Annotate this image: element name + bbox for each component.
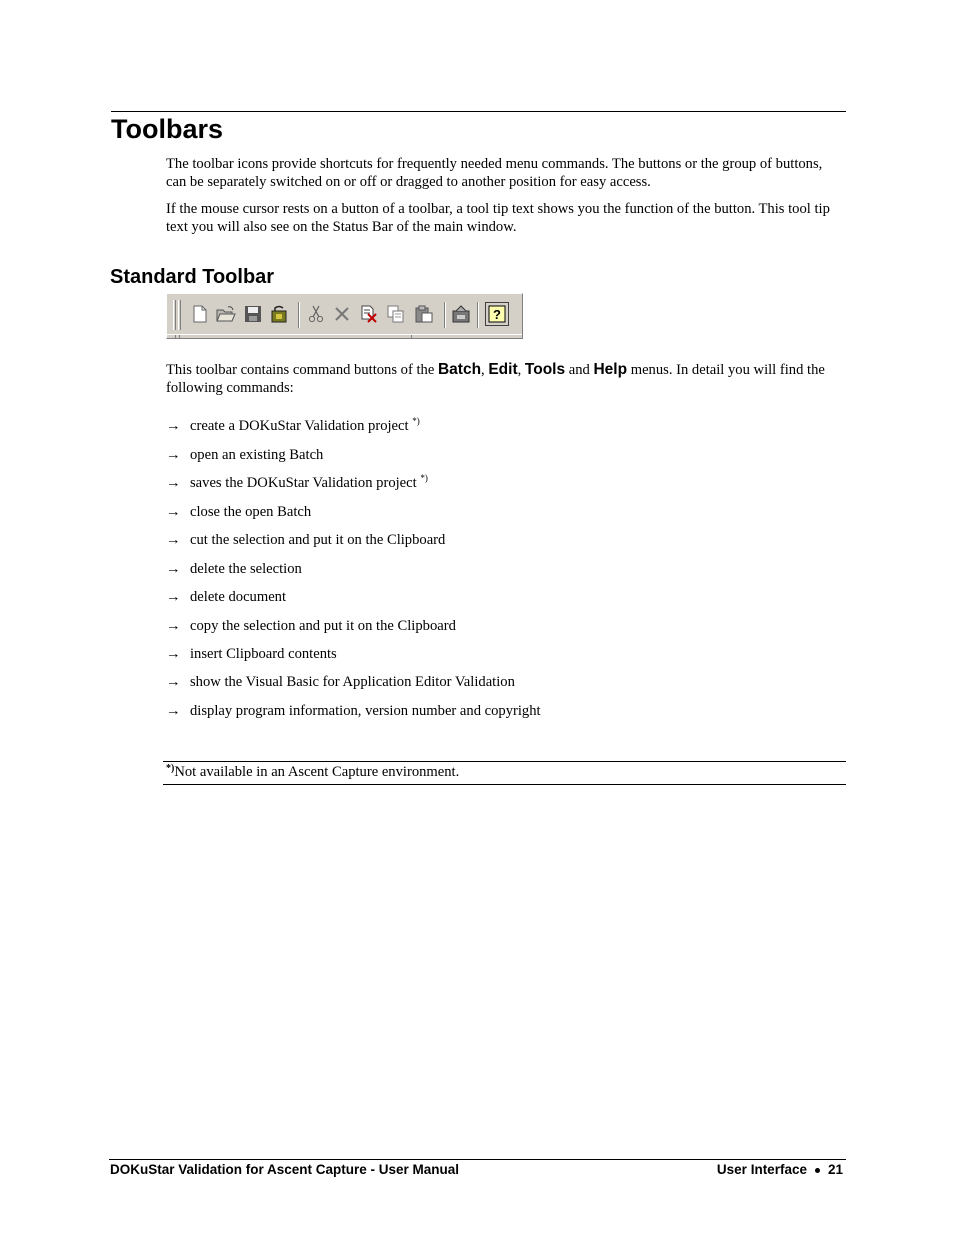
toolbar-grip bbox=[178, 300, 181, 330]
list-item: → saves the DOKuStar Validation project *) bbox=[166, 473, 428, 491]
arrow-icon: → bbox=[166, 532, 181, 548]
standard-toolbar bbox=[166, 293, 523, 339]
menu-ref-help: Help bbox=[593, 361, 628, 378]
list-item: → delete the selection bbox=[166, 561, 302, 577]
arrow-icon: → bbox=[166, 674, 181, 690]
page-number: 21 bbox=[827, 1162, 843, 1177]
footnote-bottom-rule bbox=[163, 784, 846, 785]
vba-editor-icon[interactable] bbox=[450, 303, 472, 325]
close-batch-icon[interactable] bbox=[268, 303, 290, 325]
toolbar-bottom-strip bbox=[167, 334, 522, 339]
footer-page-info bbox=[717, 1161, 843, 1179]
footnote: *)Not available in an Ascent Capture environment. bbox=[166, 763, 460, 780]
footnote-marker: *) bbox=[166, 763, 175, 774]
arrow-icon: → bbox=[166, 618, 181, 634]
arrow-icon: → bbox=[166, 418, 181, 434]
list-item: → open an existing Batch bbox=[166, 447, 324, 463]
copy-icon[interactable] bbox=[385, 303, 407, 325]
list-item: → show the Visual Basic for Application Editor Validation bbox=[166, 674, 515, 690]
footer-section: User Interface bbox=[716, 1162, 807, 1177]
arrow-icon: → bbox=[166, 703, 181, 719]
arrow-icon: → bbox=[166, 561, 181, 577]
arrow-icon: → bbox=[166, 447, 181, 463]
footer-rule bbox=[109, 1159, 846, 1160]
save-disk-icon[interactable] bbox=[242, 303, 264, 325]
svg-text:?: ? bbox=[493, 307, 501, 322]
list-item: → display program information, version number and copyright bbox=[166, 703, 541, 719]
toolbar-grip bbox=[173, 300, 176, 330]
new-document-icon[interactable] bbox=[189, 303, 211, 325]
footnote-top-rule bbox=[163, 761, 846, 762]
menu-ref-batch: Batch bbox=[437, 361, 482, 378]
list-item: → create a DOKuStar Validation project *) bbox=[166, 416, 420, 434]
menu-ref-tools: Tools bbox=[524, 361, 566, 378]
toolbar-separator bbox=[298, 302, 300, 328]
delete-x-icon[interactable] bbox=[331, 303, 353, 325]
arrow-icon: → bbox=[166, 504, 181, 520]
bullet-icon bbox=[815, 1168, 820, 1173]
toolbar-description: This toolbar contains command buttons of the Batch, Edit, Tools and Help menus. In detail you will find the following commands: bbox=[166, 361, 825, 396]
menu-ref-edit: Edit bbox=[488, 361, 518, 378]
open-folder-icon[interactable] bbox=[215, 303, 237, 325]
list-item: → close the open Batch bbox=[166, 504, 312, 520]
intro-paragraph-1: The toolbar icons provide shortcuts for frequently needed menu commands. The buttons or the group of buttons, can be separately switched on or off or dragged to another position for easy access. bbox=[166, 156, 823, 190]
cut-scissors-icon[interactable] bbox=[305, 303, 327, 325]
list-item: → insert Clipboard contents bbox=[166, 646, 337, 662]
intro-paragraph-2: If the mouse cursor rests on a button of a toolbar, a tool tip text shows you the function of the button. This tool tip text you will also see on the Status Bar of the main window. bbox=[166, 201, 830, 235]
footer-manual-title: DOKuStar Validation for Ascent Capture - User Manual bbox=[110, 1162, 460, 1177]
paste-icon[interactable] bbox=[413, 303, 435, 325]
list-item: → copy the selection and put it on the Clipboard bbox=[166, 618, 456, 634]
help-about-icon[interactable] bbox=[485, 302, 509, 326]
delete-document-icon[interactable] bbox=[358, 303, 380, 325]
arrow-icon: → bbox=[166, 646, 181, 662]
toolbar-separator bbox=[444, 302, 446, 328]
footnote-marker: *) bbox=[420, 473, 428, 483]
toolbar-separator bbox=[477, 302, 479, 328]
list-item: → delete document bbox=[166, 589, 287, 605]
arrow-icon: → bbox=[166, 589, 181, 605]
list-item: → cut the selection and put it on the Clipboard bbox=[166, 532, 446, 548]
footnote-marker: *) bbox=[412, 416, 420, 426]
arrow-icon: → bbox=[166, 475, 181, 491]
page-title: Toolbars bbox=[111, 114, 224, 144]
subsection-title: Standard Toolbar bbox=[110, 266, 275, 288]
